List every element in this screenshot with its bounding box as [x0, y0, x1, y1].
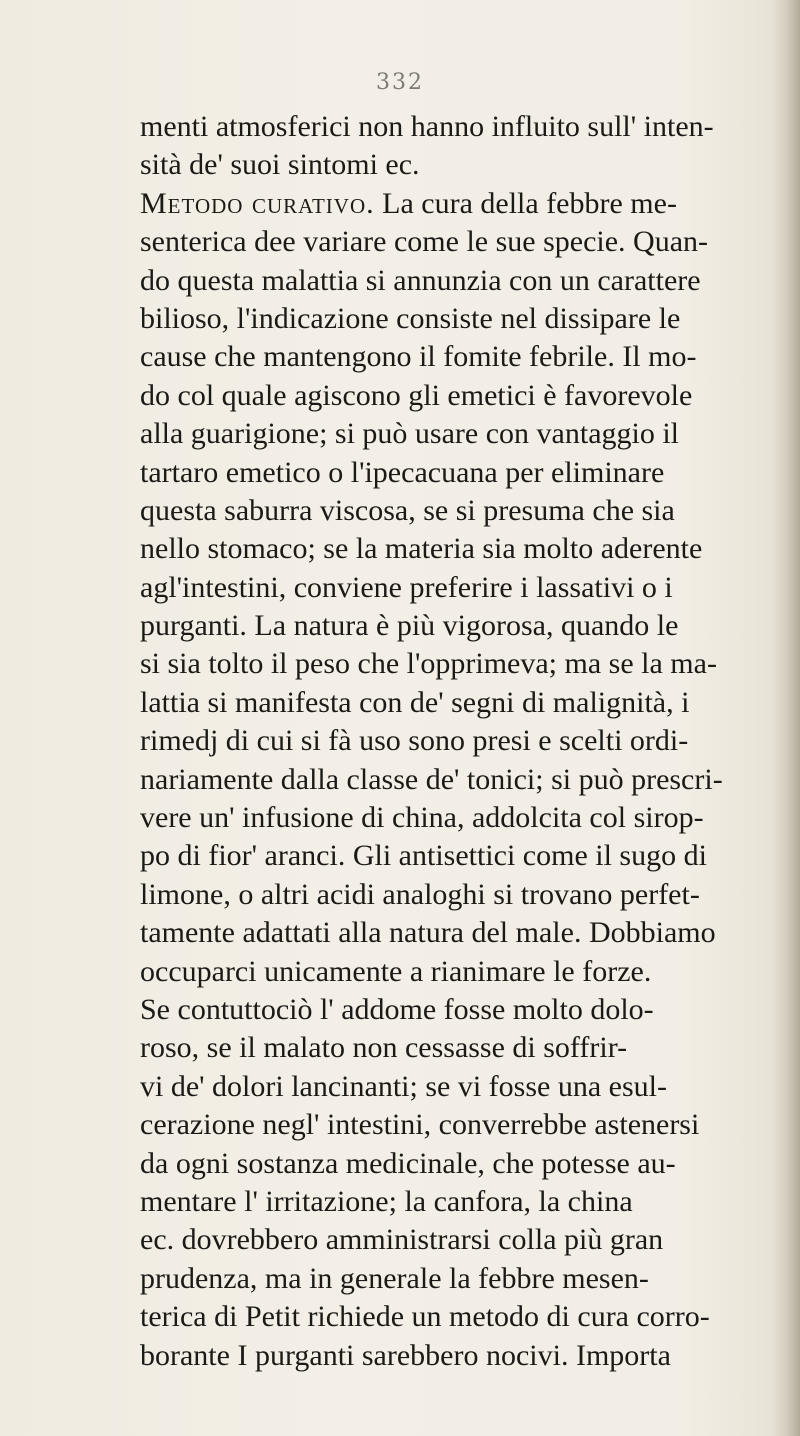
- text-line: prudenza, ma in generale la febbre mesen-: [140, 1261, 649, 1295]
- text-line: occuparci unicamente a rianimare le forze.: [140, 954, 652, 988]
- text-line: lattia si manifesta con de' segni di malignità, i: [140, 685, 690, 719]
- text-line: borante I purganti sarebbero nocivi. Importa: [140, 1338, 671, 1372]
- text-line: mentare l' irritazione; la canfora, la china: [140, 1184, 633, 1218]
- text-line: bilioso, l'indicazione consiste nel dissipare le: [140, 301, 681, 335]
- text-line: roso, se il malato non cessasse di soffrir-: [140, 1031, 628, 1065]
- text-line: tamente adattati alla natura del male. Dobbiamo: [140, 916, 716, 950]
- page-number: 332: [376, 70, 424, 95]
- text-line: terica di Petit richiede un metodo di cura corro-: [140, 1300, 710, 1334]
- text-line: ec. dovrebbero amministrarsi colla più gran: [140, 1223, 664, 1257]
- text-line: cerazione negl' intestini, converrebbe astenersi: [140, 1108, 700, 1142]
- text-line: po di fior' aranci. Gli antisettici come il sugo di: [140, 839, 707, 873]
- text-line: alla guarigione; si può usare con vantaggio il: [140, 417, 680, 451]
- text-line: cause che mantengono il fomite febrile. Il mo-: [140, 340, 697, 374]
- text-line: da ogni sostanza medicinale, che potesse au-: [140, 1146, 676, 1180]
- text-line: agl'intestini, conviene preferire i lassativi o i: [140, 570, 673, 604]
- text-line: si sia tolto il peso che l'opprimeva; ma se la ma-: [140, 647, 717, 681]
- text-line: purganti. La natura è più vigorosa, quando le: [140, 609, 679, 643]
- section-heading: Metodo curativo.: [140, 186, 375, 220]
- text-line: limone, o altri acidi analoghi si trovano perfet-: [140, 877, 700, 911]
- text-line: do questa malattia si annunzia con un carattere: [140, 263, 701, 297]
- text-line: nariamente dalla classe de' tonici; si può prescri-: [140, 762, 723, 796]
- text-line: vi de' dolori lancinanti; se vi fosse una esul-: [140, 1069, 667, 1103]
- section-heading-line: [140, 185, 780, 223]
- text-line: questa saburra viscosa, se si presuma che sia: [140, 493, 675, 527]
- text-line: senterica dee variare come le sue specie. Quan-: [140, 225, 709, 259]
- text-line: rimedj di cui si fà uso sono presi e scelti ordi-: [140, 724, 689, 758]
- text-line: tartaro emetico o l'ipecacuana per eliminare: [140, 455, 665, 489]
- text-line: nello stomaco; se la materia sia molto aderente: [140, 532, 703, 566]
- heading-line-text: La cura della febbre me-: [374, 186, 677, 220]
- text-line: sità de' suoi sintomi ec.: [140, 148, 420, 182]
- text-line: menti atmosferici non hanno influito sull' inten-: [140, 110, 714, 143]
- text-line: Se contuttociò l' addome fosse molto dolo-: [140, 992, 654, 1026]
- text-line: vere un' infusione di china, addolcita col sirop-: [140, 801, 704, 835]
- body-text: [140, 108, 780, 1375]
- text-line: do col quale agiscono gli emetici è favorevole: [140, 378, 693, 412]
